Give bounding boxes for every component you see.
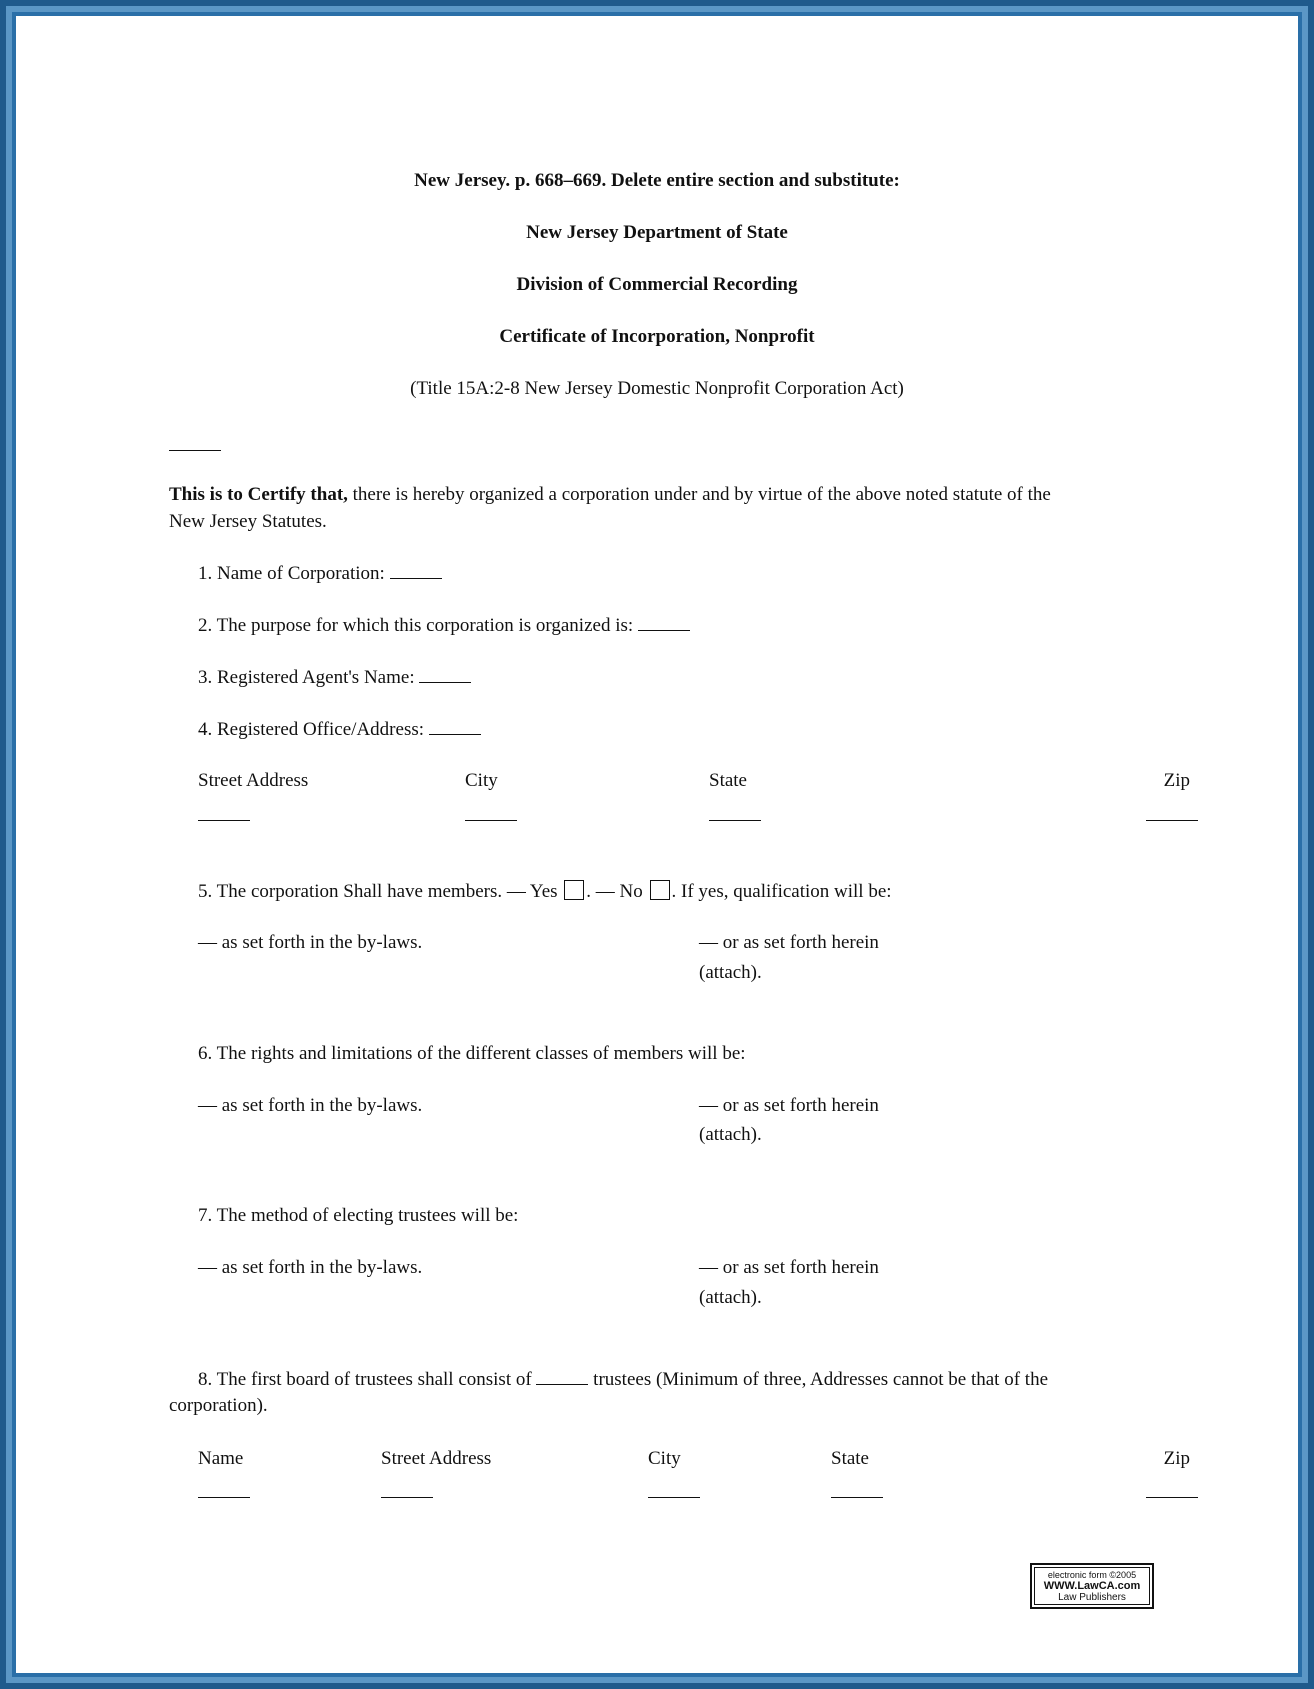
item-5-suffix: . If yes, qualification will be: [671,881,892,902]
publisher-stamp [1030,1563,1154,1609]
item-7: 7. The method of electing trustees will be: [198,1205,519,1226]
members-yes-checkbox[interactable] [564,880,584,900]
item-2 [198,614,690,637]
item-6-attach: (attach). [699,1124,762,1145]
blank-line-top[interactable] [169,450,221,451]
header-division: Division of Commercial Recording [516,274,798,295]
trustee-col-zip: Zip [1163,1448,1190,1469]
item-6-bylaws-option: — as set forth in the by-laws. [198,1095,423,1116]
item-1-label: 1. Name of Corporation: [198,563,390,584]
item-5-bylaws-option: — as set forth in the by-laws. [198,932,423,953]
city-field[interactable] [465,820,517,821]
state-field[interactable] [709,820,761,821]
item-3-label: 3. Registered Agent's Name: [198,667,420,688]
intro-paragraph-line-2: New Jersey Statutes. [169,511,327,532]
agent-name-field[interactable] [419,666,471,683]
address-col-zip: Zip [1163,770,1190,791]
item-8 [198,1368,1048,1391]
item-5-prefix: 5. The corporation Shall have members. — Yes [198,881,563,902]
item-8-prefix: 8. The first board of trustees shall consist of [198,1369,537,1390]
stamp-website: WWW.LawCA.com [1043,1580,1141,1592]
address-col-street: Street Address [198,770,309,791]
item-4 [198,718,481,741]
item-1 [198,562,442,585]
header-statute: (Title 15A:2-8 New Jersey Domestic Nonprofit Corporation Act) [410,378,904,399]
item-3 [198,666,471,689]
trustee-street-field[interactable] [381,1497,433,1498]
trustee-city-field[interactable] [648,1497,700,1498]
address-col-state: State [709,770,747,791]
item-8-suffix: trustees (Minimum of three, Addresses cannot be that of the [588,1369,1049,1390]
corporation-name-field[interactable] [390,562,442,579]
office-address-field[interactable] [429,718,481,735]
document-page [16,16,1298,1673]
item-5-herein-option: — or as set forth herein [699,932,879,953]
item-6: 6. The rights and limitations of the different classes of members will be: [198,1043,746,1064]
address-col-city: City [465,770,498,791]
trustee-count-field[interactable] [536,1368,588,1385]
zip-field[interactable] [1146,820,1198,821]
item-6-herein-option: — or as set forth herein [699,1095,879,1116]
item-4-label: 4. Registered Office/Address: [198,719,429,740]
item-2-label: 2. The purpose for which this corporation is organized is: [198,615,638,636]
item-7-herein-option: — or as set forth herein [699,1257,879,1278]
stamp-publisher: Law Publishers [1058,1592,1126,1603]
trustee-col-street: Street Address [381,1448,492,1469]
trustee-col-city: City [648,1448,681,1469]
frame-middle [6,6,1308,1683]
frame-inner [12,12,1302,1677]
trustee-col-state: State [831,1448,869,1469]
item-5 [198,880,892,903]
purpose-field[interactable] [638,614,690,631]
item-8-line-2: corporation). [169,1395,268,1416]
intro-text: there is hereby organized a corporation under and by virtue of the above noted statute of the [347,484,1051,505]
members-no-checkbox[interactable] [650,880,670,900]
item-7-bylaws-option: — as set forth in the by-laws. [198,1257,423,1278]
publisher-stamp-inner [1034,1567,1150,1605]
trustee-name-field[interactable] [198,1497,250,1498]
header-department: New Jersey Department of State [526,222,788,243]
trustee-state-field[interactable] [831,1497,883,1498]
trustee-col-name: Name [198,1448,244,1469]
header-certificate-title: Certificate of Incorporation, Nonprofit [499,326,815,347]
item-5-attach: (attach). [699,962,762,983]
street-address-field[interactable] [198,820,250,821]
stamp-copyright: electronic form ©2005 [1047,1570,1137,1580]
intro-paragraph-line-1 [169,484,1051,506]
trustee-zip-field[interactable] [1146,1497,1198,1498]
item-5-mid: . — No [586,881,648,902]
item-7-attach: (attach). [699,1287,762,1308]
intro-bold: This is to Certify that, [169,484,348,505]
header-line-1: New Jersey. p. 668–669. Delete entire section and substitute: [414,170,900,191]
